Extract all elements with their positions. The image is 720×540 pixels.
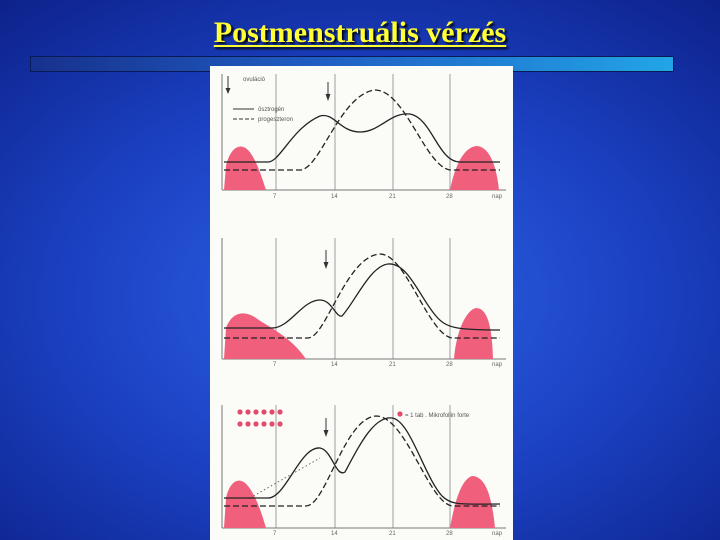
panel-2 [222,238,506,368]
panel-3-progesterone-curve [224,416,500,506]
panel-1-ovulation-arrowhead [326,94,331,101]
legend-pill-label: = 1 tab . Mikrofollin forte [405,413,470,419]
panel-3-tick-7: 7 [273,531,277,537]
legend-pill-dot [397,411,402,416]
panel-2-tick-14: 14 [331,362,338,368]
panel-3-estrogen-curve [224,418,500,504]
panel-3-tick-unit: nap [492,531,503,537]
panel-1-legend-arrowhead [226,88,231,94]
pill-dot [261,409,266,414]
panel-3-bleeding-end [450,476,495,528]
pill-dot [253,421,258,426]
pill-dot [245,421,250,426]
panel-3-bleeding-start [224,481,266,528]
pill-dot [237,421,242,426]
panel-3-tick-28: 28 [446,531,453,537]
panel-3-tick-14: 14 [331,531,338,537]
panel-3-ovulation-arrowhead [324,430,329,437]
panel-2-tick-28: 28 [446,362,453,368]
pill-dot [261,421,266,426]
figure-svg [210,66,513,540]
pill-dot [277,409,282,414]
panel-1-tick-21: 21 [389,194,396,200]
legend-estrogen-label: ösztrogén [258,107,285,113]
panel-3-pill-estrogen-dotted [250,458,320,498]
panel-2-bleeding-start [224,313,306,359]
panel-1-tick-28: 28 [446,194,453,200]
pill-dot [269,409,274,414]
panel-2-tick-21: 21 [389,362,396,368]
pill-dot [245,409,250,414]
slide-title-text: Postmenstruális vérzés [213,16,507,49]
panel-3-tick-21: 21 [389,531,396,537]
panel-2-tick-7: 7 [273,362,277,368]
panel-1-bleeding-start [224,147,266,190]
panel-1-tick-7: 7 [273,194,277,200]
pill-dot [277,421,282,426]
panel-3 [222,405,506,537]
panel-2-tick-unit: nap [492,362,503,368]
cycle-hormone-figure [210,66,513,540]
panel-1 [222,74,506,200]
legend-ovulation-label: ovuláció [243,77,266,83]
panel-1-bleeding-end [450,146,499,190]
pill-dot [269,421,274,426]
panel-2-estrogen-curve [224,264,500,330]
panel-1-tick-14: 14 [331,194,338,200]
panel-2-ovulation-arrowhead [324,262,329,269]
slide-title [0,16,720,50]
panel-1-tick-unit: nap [492,194,503,200]
panel-2-bleeding-end [454,308,493,359]
legend-progesterone-label: progeszteron [258,117,294,123]
pill-dot [237,409,242,414]
pill-dot [253,409,258,414]
panel-1-progesterone-curve [224,90,500,170]
